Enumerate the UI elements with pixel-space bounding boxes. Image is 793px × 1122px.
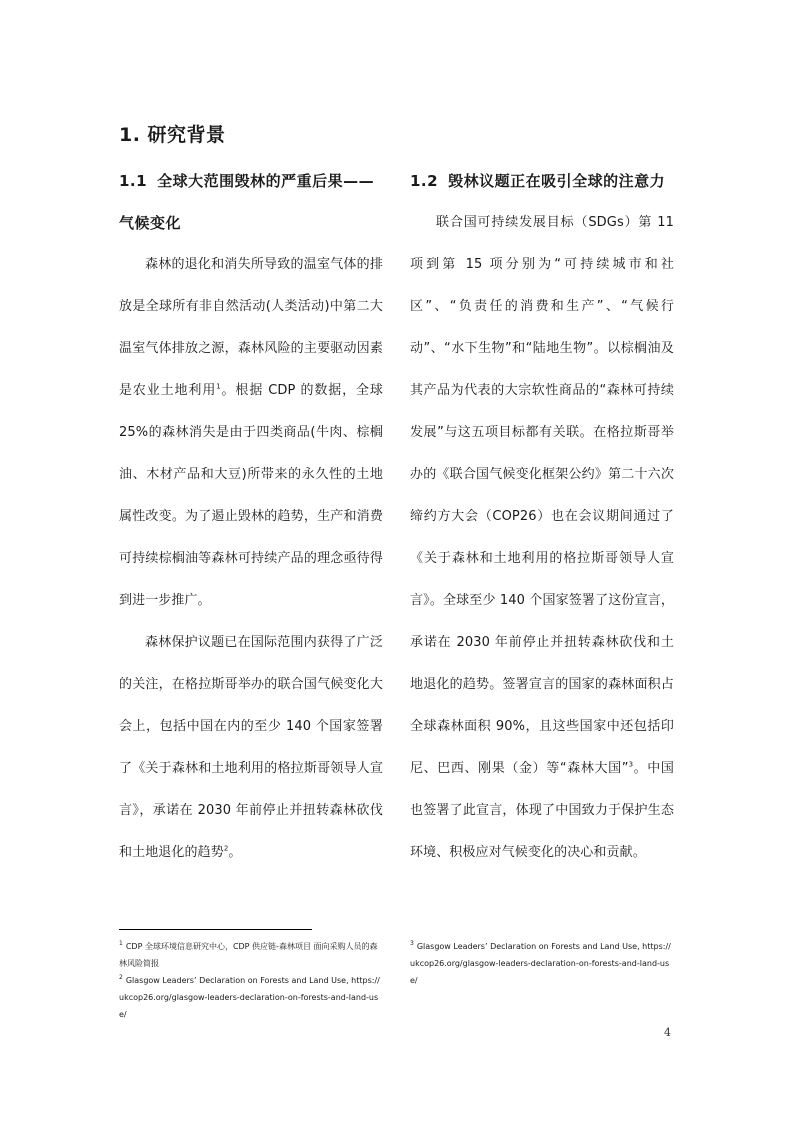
paragraph [410,202,674,874]
footnote-ref[interactable]: 2 [223,844,229,853]
page-number: 4 [664,1026,671,1039]
paragraph-text: 森林的退化和消失所导致的温室气体的排放是全球所有非自然活动(人类活动)中第二大温室气体排放之源，森林风险的主要驱动因素是农业土地利用 [119,257,383,398]
footnote [119,972,383,1023]
footnotes-left [119,938,383,1023]
paragraph-text: 。根据 CDP 的数据，全球25%的森林消失是由于四类商品(牛肉、棕榈油、木材产品和大豆)所带来的永久性的土地属性改变。为了遏止毁林的趋势，生产和消费可持续棕榈油等森林可持续产品的理念亟待得到进一步推广。 [119,383,383,608]
footnote-text: Glasgow Leaders’ Declaration on Forests and Land Use, https://ukcop26.org/glasgow-leaders-declaration-on-forests-and-land-use/ [119,976,380,1019]
footnotes-right [410,938,674,989]
section-heading-1-1 [119,160,383,244]
footnote-number: 1 [119,940,123,948]
footnote-text: CDP 全球环境信息研究中心，CDP 供应链-森林项目 面向采购人员的森林风险简报 [119,942,378,968]
section-number: 1.2 [410,172,439,190]
paragraph-text: 森林保护议题已在国际范围内获得了广泛的关注，在格拉斯哥举办的联合国气候变化大会上，包括中国在内的至少 140 个国家签署了《关于森林和土地利用的格拉斯哥领导人宣言》，承诺在 2030 年前停止并扭转森林砍伐和土地退化的趋势 [119,635,383,860]
paragraph [119,622,383,874]
paragraph-text: 。 [228,845,242,860]
footnote-number: 3 [410,940,414,948]
right-column [410,160,674,874]
left-column [119,160,383,874]
footnote-number: 2 [119,974,123,982]
section-number: 1.1 [119,172,148,190]
section-heading-text: 全球大范围毁林的严重后果——气候变化 [119,172,375,232]
paragraph-text: 联合国可持续发展目标（SDGs）第 11 项到第 15 项分别为“可持续城市和社区”、“负责任的消费和生产”、“气候行动”、“水下生物”和“陆地生物”。以棕榈油及其产品为代表的大宗软性商品的“森林可持续发展”与这五项目标都有关联。在格拉斯哥举办的《联合国气候变化框架公约》第二十六次缔约方大会（COP26）也在会议期间通过了《关于森林和土地利用的格拉斯哥领导人宣言》。全球至少 140 个国家签署了这份宣言，承诺在 2030 年前停止并扭转森林砍伐和土地退化的趋势。签署宣言的国家的森林面积占全球森林面积 90%，且这些国家中还包括印尼、巴西、刚果（金）等“森林大国” [410,215,674,776]
section-heading-1-2 [410,160,674,202]
section-heading-text: 毁林议题正在吸引全球的注意力 [448,172,666,190]
footnote-divider [119,929,312,930]
paragraph-text: 。中国也签署了此宣言，体现了中国致力于保护生态环境、积极应对气候变化的决心和贡献。 [410,761,674,860]
page-title: 1. 研究背景 [119,124,226,146]
paragraph [119,244,383,622]
footnote-ref[interactable]: 1 [216,382,221,391]
footnote-text: Glasgow Leaders’ Declaration on Forests and Land Use, https://ukcop26.org/glasgow-leaders-declaration-on-forests-and-land-use/ [410,942,671,985]
footnote [119,938,383,972]
footnote-ref[interactable]: 3 [628,760,634,769]
footnote [410,938,674,989]
